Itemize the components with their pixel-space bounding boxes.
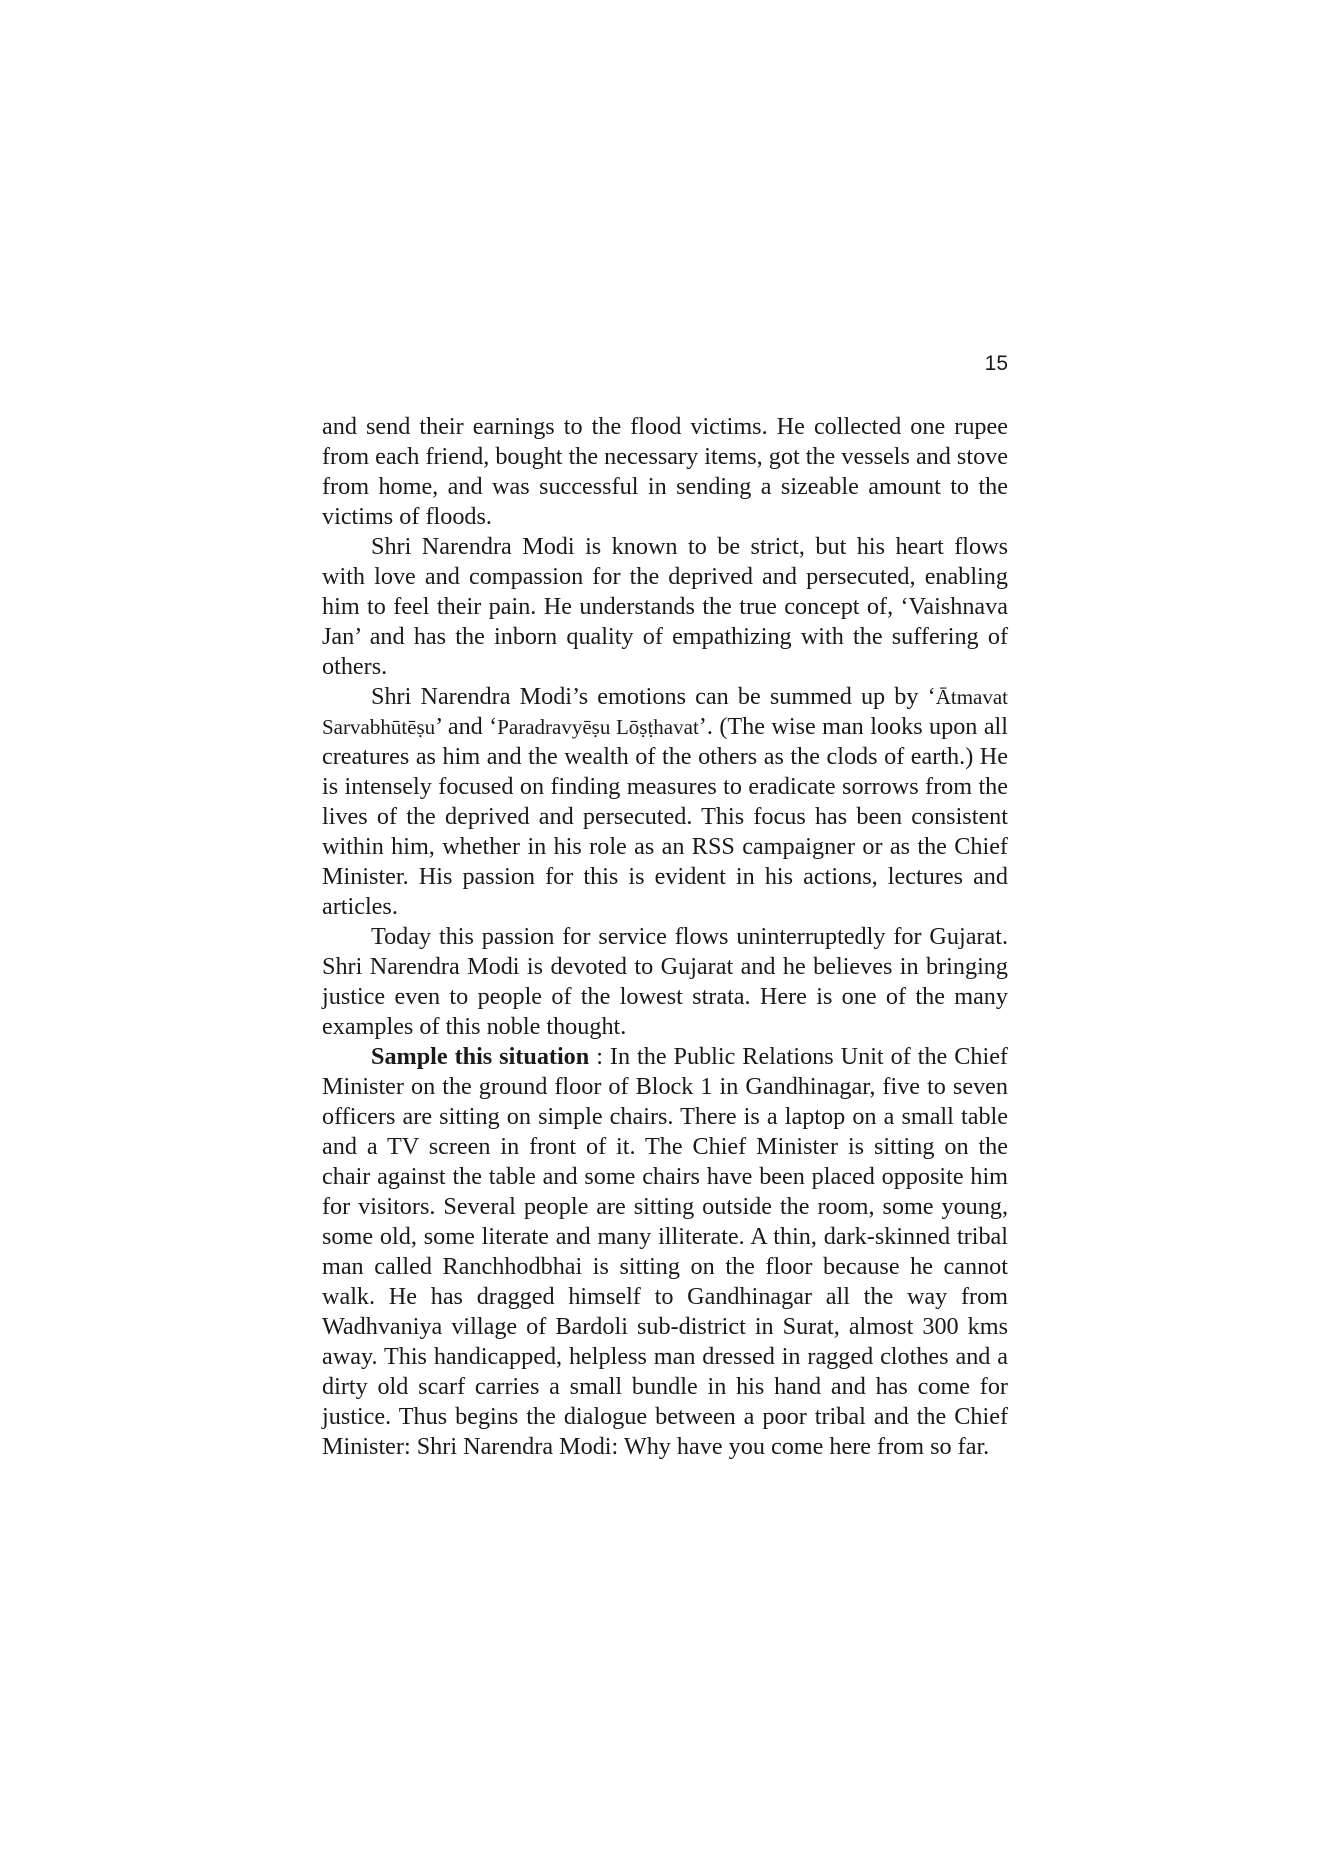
- sanskrit-term-atmavat: Ātmavat Sarvabhūtēṣu: [322, 685, 1008, 739]
- paragraph-compassion: Shri Narendra Modi is known to be strict, but his heart flows with love and compassion for the deprived and persecuted, enabling him to feel their pain. He understands the true concept of, ‘Vaishnava Jan’ and has the inborn quality of empathizing with the suffering of others.: [322, 533, 1008, 680]
- paragraph-flood-relief: and send their earnings to the flood victims. He collected one rupee from each friend, bought the necessary items, got the vessels and stove from home, and was successful in sending a sizeable amount to the victims of floods.: [322, 413, 1008, 530]
- sanskrit-term-paradravyesu: Paradravyēṣu Lōṣṭhavat: [497, 715, 699, 739]
- emotions-intro: Shri Narendra Modi’s emotions can be summed up by ‘: [371, 683, 936, 710]
- emotions-connector: ’ and ‘: [435, 713, 498, 740]
- paragraph-service-gujarat: Today this passion for service flows uninterruptedly for Gujarat. Shri Narendra Modi is devoted to Gujarat and he believes in bringing justice even to people of the lowest strata. Here is one of the many examples of this noble thought.: [322, 923, 1008, 1040]
- sample-situation-lead: Sample this situation: [371, 1043, 590, 1070]
- page-number: 15: [984, 352, 1008, 375]
- body-text: [322, 412, 1008, 1462]
- paragraph-emotions: [322, 682, 1008, 922]
- sample-situation-text: : In the Public Relations Unit of the Chief Minister on the ground floor of Block 1 in Gandhinagar, five to seven officers are sitting on simple chairs. There is a laptop on a small table and a TV screen in front of it. The Chief Minister is sitting on the chair against the table and some chairs have been placed opposite him for visitors. Several people are sitting outside the room, some young, some old, some literate and many illiterate. A thin, dark-skinned tribal man called Ranchhodbhai is sitting on the floor because he cannot walk. He has dragged himself to Gandhinagar all the way from Wadhvaniya village of Bardoli sub-district in Surat, almost 300 kms away. This handicapped, helpless man dressed in ragged clothes and a dirty old scarf carries a small bundle in his hand and has come for justice. Thus begins the dialogue between a poor tribal and the Chief Minister: Shri Narendra Modi: Why have you come here from so far.: [322, 1043, 1008, 1460]
- paragraph-sample-situation: [322, 1042, 1008, 1462]
- emotions-rest: ’. (The wise man looks upon all creatures as him and the wealth of the others as the clods of earth.) He is intensely focused on finding measures to eradicate sorrows from the lives of the deprived and persecuted. This focus has been consistent within him, whether in his role as an RSS campaigner or as the Chief Minister. His passion for this is evident in his actions, lectures and articles.: [322, 713, 1008, 920]
